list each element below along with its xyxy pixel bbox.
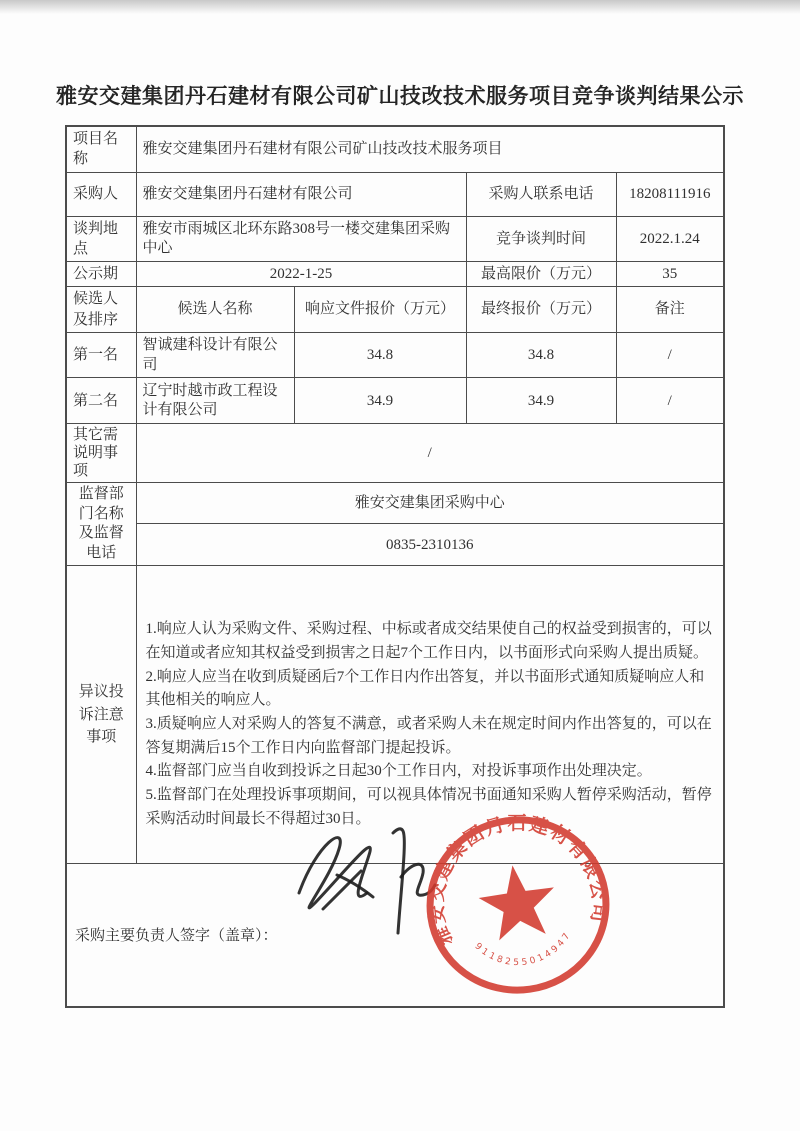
column-header-name: 候选人名称	[136, 287, 294, 333]
candidate-final-price: 34.8	[466, 332, 616, 378]
seal-star	[475, 860, 560, 942]
candidates-header-label: 候选人及排序	[66, 287, 136, 333]
column-header-doc-price: 响应文件报价（万元）	[294, 287, 466, 333]
negotiation-time-value: 2022.1.24	[616, 216, 724, 262]
candidate-remark: /	[616, 378, 724, 424]
supervision-name-value: 雅安交建集团采购中心	[136, 483, 724, 524]
purchaser-value: 雅安交建集团丹石建材有限公司	[136, 172, 466, 216]
project-name-label: 项目名称	[66, 126, 136, 172]
publicity-period-label: 公示期	[66, 262, 136, 287]
other-notes-label: 其它需说明事项	[66, 424, 136, 483]
supervision-label: 监督部门名称及监督电话	[66, 483, 136, 566]
candidate-final-price: 34.9	[466, 378, 616, 424]
table-row	[66, 483, 724, 524]
max-price-label: 最高限价（万元）	[466, 262, 616, 287]
seal-code-text: 9118255014947	[472, 929, 574, 969]
table-row	[66, 216, 724, 262]
project-name-value: 雅安交建集团丹石建材有限公司矿山技改技术服务项目	[136, 126, 724, 172]
candidate-name: 辽宁时越市政工程设计有限公司	[136, 378, 294, 424]
candidate-doc-price: 34.9	[294, 378, 466, 424]
table-row	[66, 172, 724, 216]
table-row	[66, 524, 724, 566]
purchaser-label: 采购人	[66, 172, 136, 216]
table-row	[66, 262, 724, 287]
table-row	[66, 424, 724, 483]
candidate-doc-price: 34.8	[294, 332, 466, 378]
signature-label: 采购主要负责人签字（盖章）：	[75, 928, 278, 945]
svg-text:9118255014947	[472, 928, 578, 974]
column-header-remark: 备注	[616, 287, 724, 333]
candidates-header-row	[66, 287, 724, 333]
company-seal	[418, 805, 618, 1005]
objection-item: 4.监督部门应当自收到投诉之日起30个工作日内，对投诉事项作出处理决定。	[145, 763, 652, 780]
scan-shade	[0, 0, 800, 14]
column-header-final-price: 最终报价（万元）	[466, 287, 616, 333]
candidate-row	[66, 332, 724, 378]
candidate-rank: 第一名	[66, 332, 136, 378]
seal-company-text: 雅安交建集团丹石建材有限公司	[426, 813, 610, 949]
objection-item: 2.响应人应当在收到质疑函后7个工作日内作出答复，并以书面形式通知质疑响应人和其他相关的响应人。	[145, 668, 705, 709]
max-price-value: 35	[616, 262, 724, 287]
objection-label: 异议投诉注意事项	[66, 566, 136, 864]
publicity-period-value: 2022-1-25	[136, 262, 466, 287]
supervision-phone-value: 0835-2310136	[136, 524, 724, 566]
purchaser-phone-value: 18208111916	[616, 172, 724, 216]
candidate-remark: /	[616, 332, 724, 378]
objection-item: 3.质疑响应人对采购人的答复不满意，或者采购人未在规定时间内作出答复的，可以在答复期满后15个工作日内向监督部门提起投诉。	[145, 716, 712, 756]
candidate-rank: 第二名	[66, 378, 136, 424]
objection-item: 1.响应人认为采购文件、采购过程、中标或者成交结果使自己的权益受到损害的，可以在知道或者应知其权益受到损害之日起7个工作日内，以书面形式向采购人提出质疑。	[145, 621, 712, 661]
location-value: 雅安市雨城区北环东路308号一楼交建集团采购中心	[136, 216, 466, 262]
table-row	[66, 126, 724, 172]
negotiation-time-label: 竞争谈判时间	[466, 216, 616, 262]
objection-item: 5.监督部门在处理投诉事项期间，可以视具体情况书面通知采购人暂停采购活动，暂停采购活动时间最长不得超过30日。	[145, 787, 712, 827]
candidate-name: 智诚建科设计有限公司	[136, 332, 294, 378]
candidate-row	[66, 378, 724, 424]
page-title: 雅安交建集团丹石建材有限公司矿山技改技术服务项目竞争谈判结果公示	[56, 84, 744, 108]
purchaser-phone-label: 采购人联系电话	[466, 172, 616, 216]
other-notes-value: /	[136, 424, 724, 483]
location-label: 谈判地点	[66, 216, 136, 262]
